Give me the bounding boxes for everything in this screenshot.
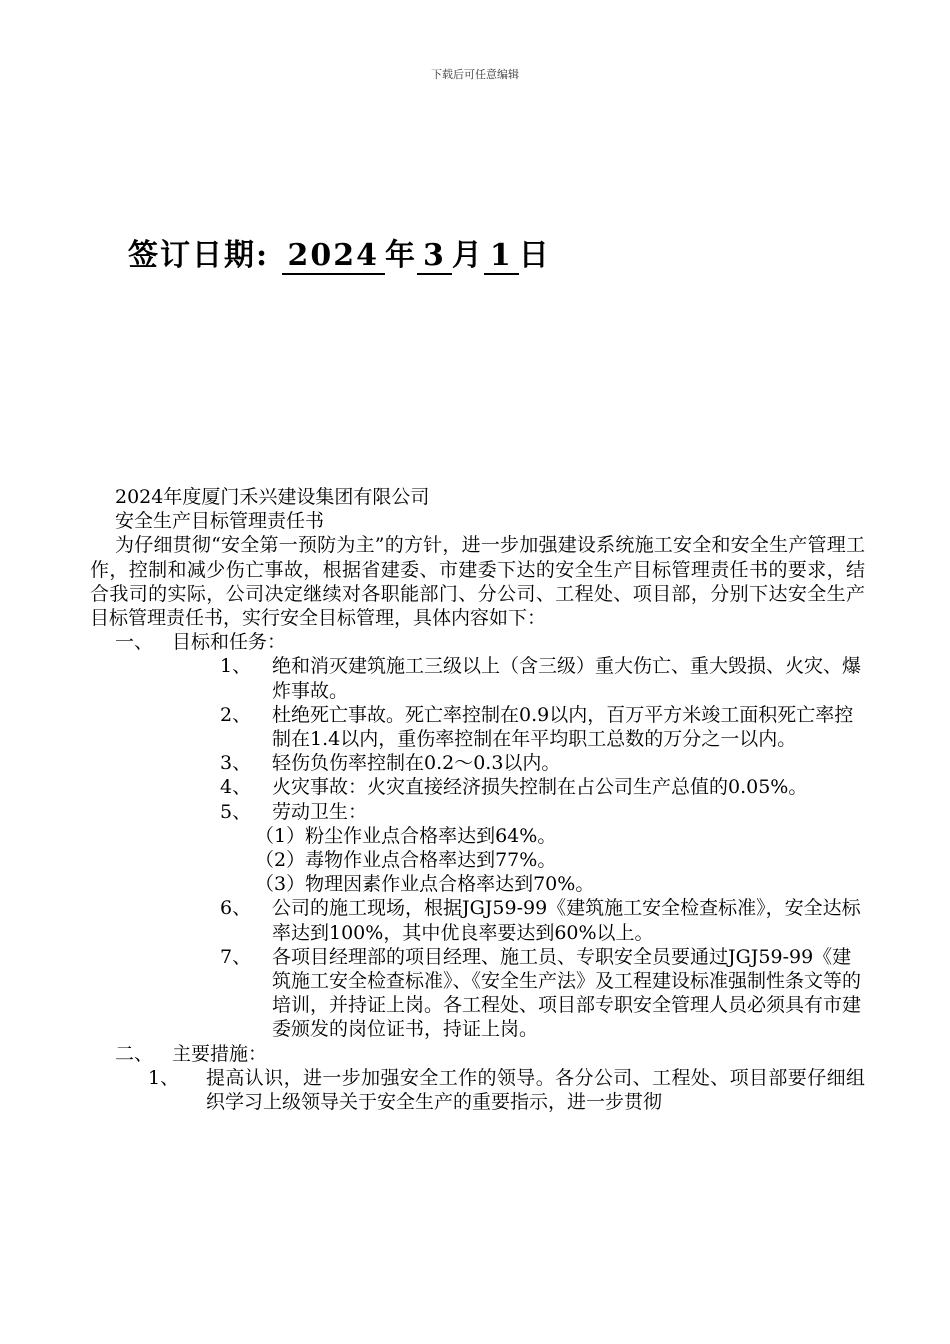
measure-item-text: 提高认识，进一步加强安全工作的领导。各分公司、工程处、项目部要仔细组织学习上级领导关于安全生产的重要指示，进一步贯彻 <box>206 1066 865 1114</box>
list-item-number: 3、 <box>220 752 252 775</box>
header-note: 下载后可任意编辑 <box>431 68 519 81</box>
sign-date-label: 签订日期: <box>128 238 270 273</box>
sign-date-month: 3 <box>417 239 452 275</box>
list-item <box>90 896 865 944</box>
list-item-number: 2、 <box>220 703 252 726</box>
list-item-text: 绝和消灭建筑施工三级以上（含三级）重大伤亡、重大毁损、火灾、爆炸事故。 <box>272 655 862 702</box>
sign-date-line <box>128 230 551 275</box>
section-2-title: 主要措施： <box>172 1042 268 1065</box>
sub-item: （1）粉尘作业点合格率达到64%。 <box>255 824 557 847</box>
list-item-number: 1、 <box>220 655 252 678</box>
sign-date-year-unit: 年 <box>385 238 418 273</box>
title-line-2: 安全生产目标管理责任书 <box>115 510 325 533</box>
list-item-number: 5、 <box>220 800 252 823</box>
list-item-text: 各项目经理部的项目经理、施工员、专职安全员要通过JGJ59-99《建筑施工安全检查标准》、《安全生产法》及工程建设标准强制性条文等的培训，并持证上岗。各工程处、项目部专职安全管理人员必须具有市建委颁发的岗位证书，持证上岗。 <box>272 945 862 1041</box>
section-2-heading <box>90 1042 865 1066</box>
list-item-text: 杜绝死亡事故。死亡率控制在0.9以内，百万平方米竣工面积死亡率控制在1.4以内，重伤率控制在年平均职工总数的万分之一以内。 <box>272 703 854 751</box>
sub-item: （3）物理因素作业点合格率达到70%。 <box>255 873 595 896</box>
sign-date-day-unit: 日 <box>518 238 551 273</box>
section-1-heading <box>90 630 865 654</box>
intro-paragraph: 为仔细贯彻“安全第一预防为主”的方针，进一步加强建设系统施工安全和安全生产管理工作，控制和减少伤亡事故，根据省建委、市建委下达的安全生产目标管理责任书的要求，结合我司的实际，公司决定继续对各职能部门、分公司、工程处、项目部，分别下达安全生产目标管理责任书，实行安全目标管理，具体内容如下： <box>90 534 865 630</box>
sign-date-month-unit: 月 <box>451 238 484 273</box>
document-body <box>90 485 865 1114</box>
list-item-number: 4、 <box>220 776 252 799</box>
measure-item-number: 1、 <box>148 1066 180 1089</box>
list-item-number: 7、 <box>220 945 252 968</box>
list-item-text: 轻伤负伤率控制在0.2～0.3以内。 <box>272 752 561 775</box>
list-item <box>90 800 865 824</box>
section-1-number: 一、 <box>115 631 154 654</box>
list-item-text: 劳动卫生： <box>272 800 368 823</box>
list-item <box>90 775 865 799</box>
sign-date-year: 2024 <box>282 239 386 275</box>
sub-item: （2）毒物作业点合格率达到77%。 <box>255 849 557 872</box>
list-item <box>90 654 865 702</box>
list-item-text: 火灾事故：火灾直接经济损失控制在占公司生产总值的0.05%。 <box>272 776 808 799</box>
section-1-title: 目标和任务： <box>172 631 287 654</box>
list-item <box>90 945 865 1042</box>
list-item <box>90 703 865 751</box>
list-item-text: 公司的施工现场，根据JGJ59-99《建筑施工安全检查标准》，安全达标率达到100%，其中优良率要达到60%以上。 <box>272 897 861 944</box>
section-2-number: 二、 <box>115 1042 154 1065</box>
list-item-number: 6、 <box>220 897 252 920</box>
title-line-1: 2024年度厦门禾兴建设集团有限公司 <box>115 486 430 508</box>
sign-date-day: 1 <box>484 239 519 275</box>
measure-item <box>90 1066 865 1114</box>
list-item <box>90 751 865 775</box>
